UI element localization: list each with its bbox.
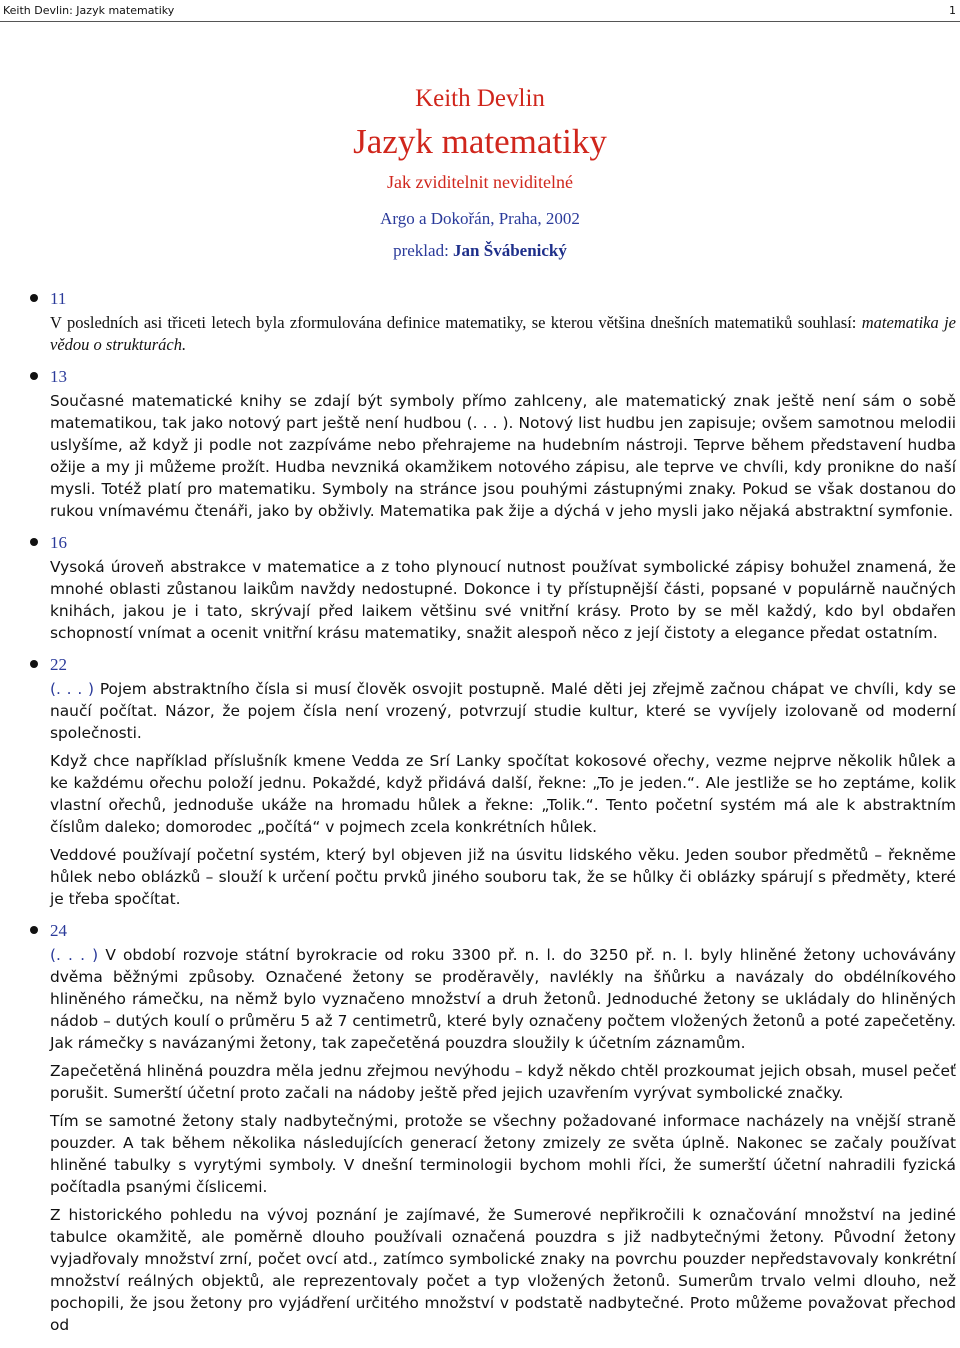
bullet-icon: [30, 372, 38, 380]
bullet-icon: [30, 294, 38, 302]
paragraph-text: V posledních asi třiceti letech byla zformulována definice matematiky, se kterou většina dnešních matematiků souhlasí:: [50, 313, 862, 332]
emphasized-text: matematika je vědou o strukturách.: [50, 313, 957, 354]
paragraph-text: Pojem abstraktního čísla si musí člověk osvojit postupně. Malé děti jej zřejmě začnou chápat ve chvíli, kdy se naučí počítat. Názor, že pojem čísla není vrozený, potvrzují studie kultur, které se vyvíjely izolovaně od moderní společnosti.: [50, 680, 956, 742]
excerpt-paragraph: [50, 678, 956, 744]
title-block: [0, 84, 960, 262]
page-reference: 16: [50, 533, 67, 552]
book-author: Keith Devlin: [415, 85, 545, 112]
excerpt-list: [0, 288, 960, 1346]
paragraph-text: V období rozvoje státní byrokracie od roku 3300 př. n. l. do 3250 př. n. l. byly hliněné žetony uchovávány dvěma běžnými způsoby. Označené žetony se proděravěly, navlékly na šňůrku a navázaly do obdélníkového hliněného rámečku, na němž bylo vyznačeno množství a druh žetonů. Jednoduché žetony se ukládaly do hliněných nádob – dutých koulí o průměru 5 až 7 centimetrů, které byly označeny počtem vložených žetonů a poté zapečetěny. Jak rámečky s navázanými žetony, tak zapečetěná pouzdra sloužily k účetním záznamům.: [50, 946, 956, 1052]
running-head-title: Keith Devlin: Jazyk matematiky: [3, 4, 175, 17]
running-head: [0, 0, 960, 22]
translator-line: [0, 240, 960, 262]
excerpt-paragraph: Zapečetěná hliněná pouzdra měla jednu zřejmou nevýhodu – když někdo chtěl prozkoumat jejich obsah, musel pečeť porušit. Sumerští účetní proto začali na nádoby ještě před jejich uzavřením vyrývat symbolické značky.: [50, 1062, 956, 1102]
omission-link[interactable]: (. . . ): [50, 946, 99, 964]
book-title: Jazyk matematiky: [353, 122, 607, 161]
page-reference: 13: [50, 367, 67, 386]
excerpt-paragraph: [50, 944, 956, 1054]
excerpt-paragraph: Veddové používají početní systém, který byl objeven již na úsvitu lidského věku. Jeden soubor předmětů – řekněme hůlek nebo oblázků – slouží k určení počtu prvků jiného souboru tak, že se hůlky či oblázky spárují s předměty, které je třeba spočítat.: [50, 846, 956, 908]
bullet-icon: [30, 660, 38, 668]
book-subtitle: Jak zviditelnit neviditelné: [387, 172, 573, 192]
translator-name: Jan Švábenický: [453, 241, 567, 260]
excerpt-paragraph: [50, 312, 956, 356]
excerpt-paragraph: Tím se samotné žetony staly nadbytečnými, protože se všechny požadované informace nacházely na vnější straně pouzder. A tak během několika následujících generací žetony zmizely ze světa úplně. Nakonec se začaly používat hliněné tabulky s vyrytými symboly. V dnešní terminologii bychom mohli říci, že sumerští účetní nahradili fyzická počítadla psanými číslicemi.: [50, 1112, 956, 1196]
page-reference: 11: [50, 289, 67, 308]
page-number: 1: [949, 4, 956, 17]
page-reference: 22: [50, 655, 67, 674]
excerpt-section: [0, 288, 960, 356]
excerpt-section: [0, 366, 960, 522]
excerpt-paragraph: Vysoká úroveň abstrakce v matematice a z toho plynoucí nutnost používat symbolické zápisy bohužel znamená, že mnohé oblasti zůstanou laikům navždy nedostupné. Dokonce i ty přístupnější části, popsané v populárně naučných knihách, jakou je i tato, skrývají před laikem většinu své vnitřní krásy. Proto by se měl každý, kdo byl obdařen schopností vnímat a ocenit vnitřní krásu matematiky, snažit alespoň něco z její čistoty a elegance předat ostatním.: [50, 558, 956, 642]
excerpt-paragraph: Když chce například příslušník kmene Vedda ze Srí Lanky spočítat kokosové ořechy, vezme nejprve několik hůlek a ke každému ořechu položí jednu. Pokaždé, když přidává další, řekne: „To je jeden.“. Ale jestliže se ho zeptáme, kolik vlastní ořechů, jednoduše ukáže na hromadu hůlek a řekne: „Tolik.“. Tento početní systém má ale k abstraktním číslům daleko; domorodec „počítá“ v pojmech zcela konkrétních hůlek.: [50, 752, 956, 836]
bullet-icon: [30, 538, 38, 546]
omission-link[interactable]: (. . . ): [50, 680, 95, 698]
excerpt-section: [0, 920, 960, 1336]
publisher-line: Argo a Dokořán, Praha, 2002: [380, 209, 580, 228]
translator-prefix: preklad:: [393, 241, 454, 260]
excerpt-paragraph: Z historického pohledu na vývoj poznání je zajímavé, že Sumerové nepřikročili k označování množství na jediné tabulce okamžitě, ale poměrně dlouho používali označená pouzdra s již nadbytečnými žetony. Původní žetony vyjadřovaly množství zrní, počet ovcí atd., zatímco symbolické znaky na povrchu pouzder nepředstavovaly konkrétní množství reálných objektů, ale reprezentovaly počet a typ vložených žetonů. Sumerům trvalo velmi dlouho, než pochopili, že jsou žetony pro vyjádření určitého množství v podstatě nadbytečné. Proto můžeme považovat přechod od: [50, 1206, 956, 1334]
excerpt-section: [0, 654, 960, 910]
page-reference: 24: [50, 921, 67, 940]
excerpt-paragraph: Současné matematické knihy se zdají být symboly přímo zahlceny, ale matematický znak ještě není sám o sobě matematikou, tak jako notový part ještě není hudbou (. . . ). Notový list hudbu jen zapisuje; ovšem samotnou melodii uslyšíme, až když ji podle not zazpíváme nebo přehrajeme na hudebním nástroji. Teprve během představení hudba ožije a my ji můžeme prožít. Hudba nevzniká okamžikem notového zápisu, ale teprve ve chvíli, kdy pronikne do naší mysli. Totéž platí pro matematiku. Symboly na stránce jsou pouhými zástupnými znaky. Pokud se však dostanou do rukou vnímavému čtenáři, jako by obživly. Matematika pak žije a dýchá v jeho mysli jako nějaká abstraktní symfonie.: [50, 392, 956, 520]
bullet-icon: [30, 926, 38, 934]
excerpt-section: [0, 532, 960, 644]
